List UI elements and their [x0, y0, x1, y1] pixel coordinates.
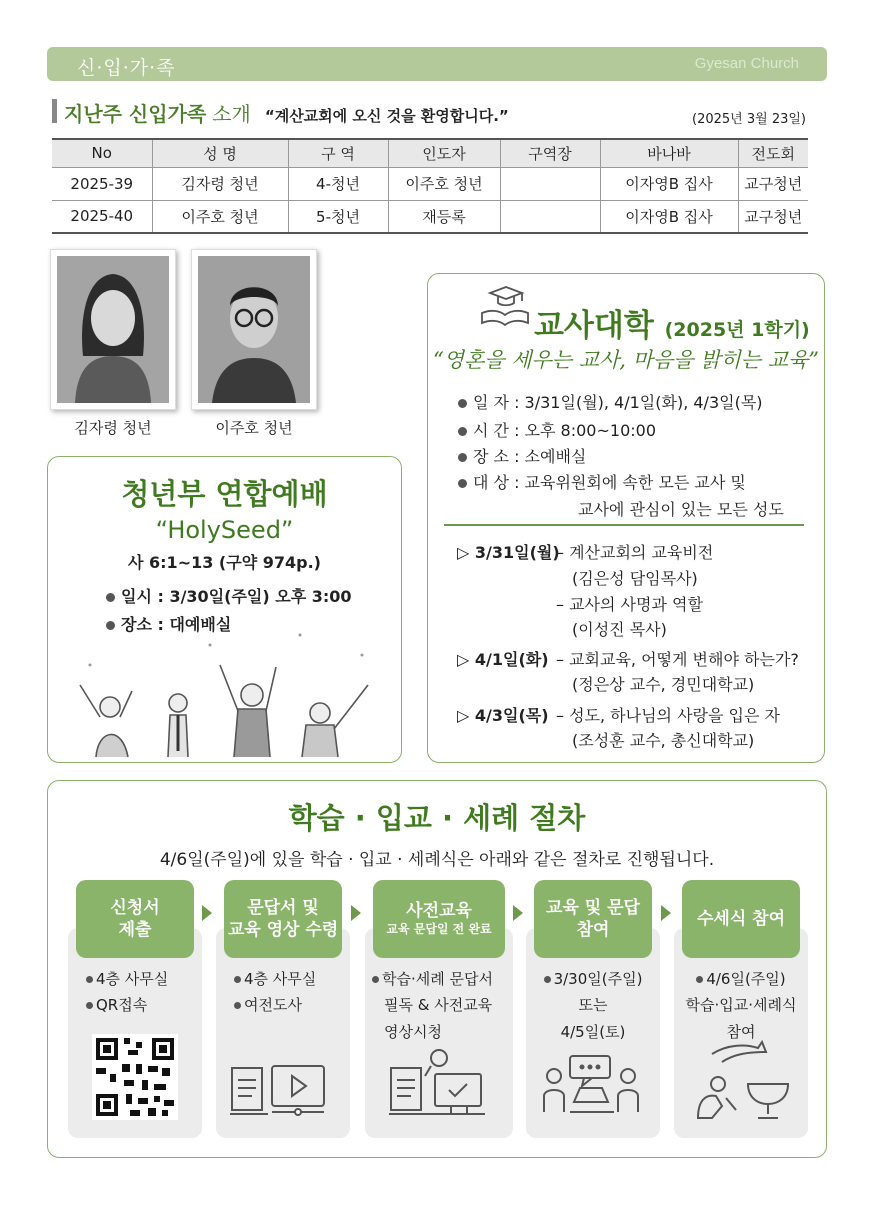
schedule-topic: – 교사의 사명과 역할 [556, 595, 703, 614]
new-members-table [52, 138, 808, 234]
college-title: 교사대학 (2025년 1학기) [534, 308, 810, 344]
college-target: 대 상 : 교육위원회에 속한 모든 교사 및 [458, 470, 746, 493]
book-video-icon [228, 1060, 330, 1120]
schedule-topic: – 계산교회의 교육비전 [556, 543, 714, 562]
schedule-day: ▷ 3/31일(월) [457, 543, 560, 562]
youth-where: 장소 : 대예배실 [106, 612, 231, 635]
table-cell [500, 200, 600, 233]
bullet-icon [106, 593, 115, 602]
table-row [52, 200, 808, 233]
schedule-topic: – 교회교육, 어떻게 변해야 하는가? [556, 650, 799, 669]
step-2-head: 문답서 및 교육 영상 수령 [224, 880, 342, 958]
schedule-day: ▷ 4/1일(화) [457, 650, 549, 669]
youth-when: 일시 : 3/30일(주일) 오후 3:00 [106, 584, 352, 607]
youth-subtitle: “HolySeed” [155, 516, 294, 544]
person-portrait-icon [57, 256, 169, 403]
welcome-text: “계산교회에 오신 것을 환영합니다.” [264, 107, 509, 125]
bullet-icon [458, 453, 467, 462]
heading-sub: 소개 [212, 102, 251, 126]
college-place: 장 소 : 소예배실 [458, 444, 586, 467]
baptism-icon [688, 1040, 798, 1122]
col-header: 구 역 [288, 139, 388, 167]
step-2-body: 4층 사무실 여전도사 [234, 966, 350, 1019]
col-header: 구역장 [500, 139, 600, 167]
bullet-icon [458, 399, 467, 408]
step-4-head: 교육 및 문답 참여 [534, 880, 652, 958]
col-header: 성 명 [152, 139, 288, 167]
new-family-heading [52, 98, 509, 124]
bullet-icon [234, 1002, 241, 1009]
member-photo [191, 249, 317, 410]
step-4-body: 3/30일(주일) 또는 4/5일(토) [526, 966, 660, 1045]
intro-date: (2025년 3월 23일) [692, 112, 806, 127]
arrow-right-icon [202, 905, 212, 921]
arrow-right-icon [513, 905, 523, 921]
table-cell: 이주호 청년 [388, 167, 500, 200]
col-header: 전도회 [738, 139, 808, 167]
bullet-icon [458, 479, 467, 488]
table-cell: 이주호 청년 [152, 200, 288, 233]
schedule-speaker: (김은성 담임목사) [572, 569, 698, 588]
step-5-body: 4/6일(주일) 학습·입교·세례식 참여 [685, 970, 797, 1041]
schedule-speaker: (조성훈 교수, 총신대학교) [572, 731, 755, 750]
qr-code-icon[interactable] [92, 1034, 178, 1120]
table-cell [500, 167, 600, 200]
table-cell: 재등록 [388, 200, 500, 233]
col-header: 바나바 [600, 139, 738, 167]
college-target-cont: 교사에 관심이 있는 모든 성도 [578, 500, 784, 519]
table-cell: 4-청년 [288, 167, 388, 200]
photo-caption: 김자령 청년 [74, 419, 152, 437]
college-date: 일 자 : 3/31일(월), 4/1일(화), 4/3일(목) [458, 390, 763, 413]
heading-marker [52, 99, 57, 123]
college-term: (2025년 1학기) [664, 319, 810, 341]
procedure-title: 학습 · 입교 · 세례 절차 [288, 801, 586, 835]
procedure-desc: 4/6일(주일)에 있을 학습 · 입교 · 세례식은 아래와 같은 절차로 진행됩니다. [159, 850, 715, 870]
photo-caption: 이주호 청년 [215, 419, 293, 437]
bullet-icon [696, 976, 703, 983]
church-name: Gyesan Church [694, 55, 799, 72]
table-cell: 2025-40 [52, 200, 152, 233]
header-bar [47, 47, 827, 81]
table-cell: 5-청년 [288, 200, 388, 233]
arrow-right-icon [661, 905, 671, 921]
step-3-head: 사전교육 교육 문답일 전 완료 [373, 880, 505, 958]
college-time: 시 간 : 오후 8:00~10:00 [458, 418, 656, 441]
col-header: 인도자 [388, 139, 500, 167]
col-header: No [52, 139, 152, 167]
table-cell: 교구청년 [738, 167, 808, 200]
table-cell: 김자령 청년 [152, 167, 288, 200]
bullet-icon [234, 976, 241, 983]
college-motto: “영혼을 세우는 교사, 마음을 밝히는 교육” [432, 348, 820, 372]
member-photo [50, 249, 176, 410]
bullet-icon [544, 976, 551, 983]
youth-title: 청년부 연합예배 [121, 477, 328, 511]
arrow-right-icon [351, 905, 361, 921]
table-cell: 이자영B 집사 [600, 200, 738, 233]
schedule-speaker: (이성진 목사) [572, 620, 667, 639]
study-computer-icon [385, 1044, 489, 1120]
bullet-icon [372, 976, 379, 983]
schedule-speaker: (정은상 교수, 경민대학교) [572, 675, 755, 694]
table-header-row [52, 139, 808, 167]
step-3-body: 학습·세례 문답서 필독 & 사전교육 영상시청 [372, 966, 512, 1045]
header-title: 신·입·가·족 [77, 57, 176, 79]
graduation-book-icon [478, 283, 532, 327]
table-row [52, 167, 808, 200]
schedule-day: ▷ 4/3일(목) [457, 706, 549, 725]
divider [444, 524, 804, 526]
schedule-topic: – 성도, 하나님의 사랑을 입은 자 [556, 706, 780, 725]
youth-scripture: 사 6:1~13 (구약 974p.) [128, 553, 321, 572]
step-5-head: 수세식 참여 [682, 880, 800, 958]
bullet-icon [458, 427, 467, 436]
step-1-body: 4층 사무실 QR접속 [86, 966, 202, 1019]
heading-main: 지난주 신입가족 [64, 102, 207, 126]
bullet-icon [86, 1002, 93, 1009]
table-cell: 교구청년 [738, 200, 808, 233]
table-cell: 2025-39 [52, 167, 152, 200]
person-portrait-icon [198, 256, 310, 403]
step-1-head: 신청서 제출 [76, 880, 194, 958]
discussion-icon [538, 1052, 648, 1118]
bullet-icon [86, 976, 93, 983]
table-cell: 이자영B 집사 [600, 167, 738, 200]
celebrating-people-illustration [70, 625, 390, 757]
